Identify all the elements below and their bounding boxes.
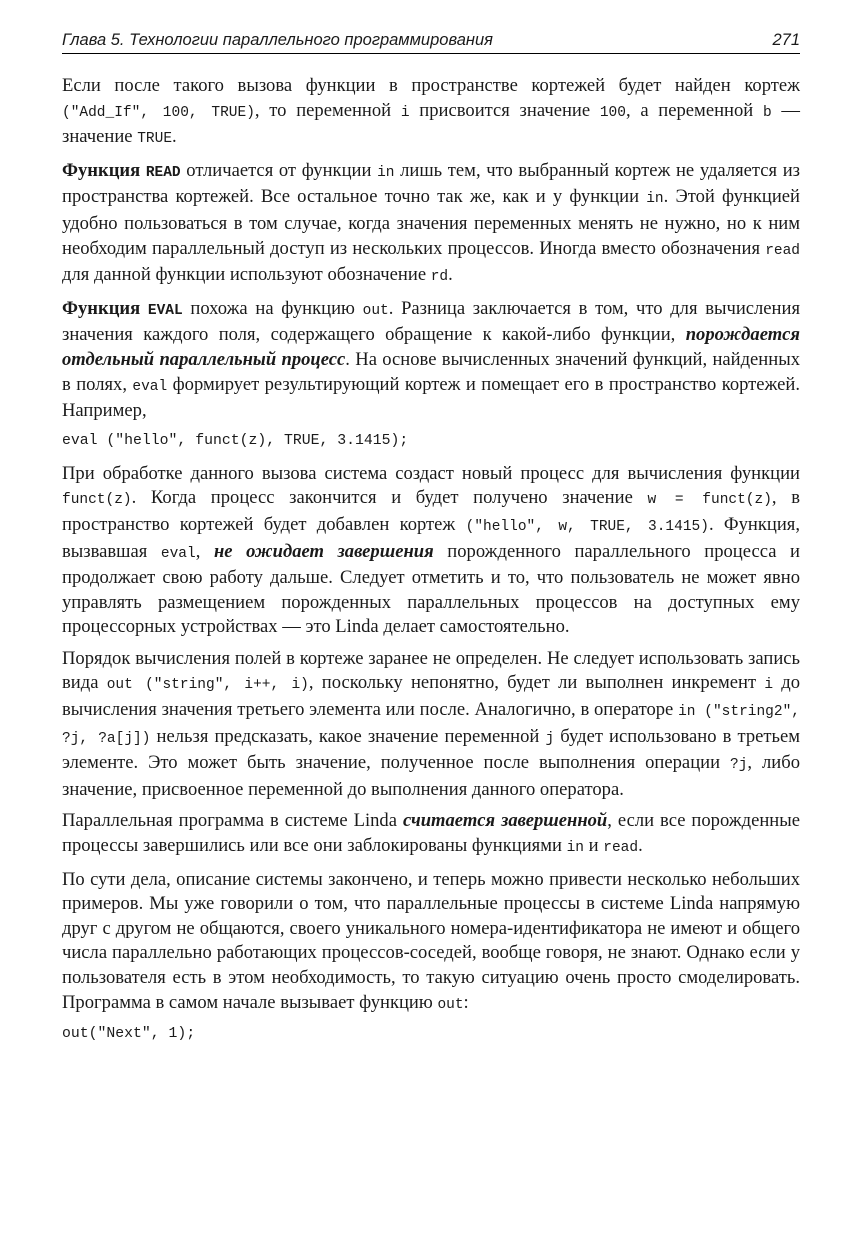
- text: Порядок вычисления полей в кортеже заранее не определен. Не следует использовать запись вида: [62, 647, 800, 694]
- inline-code: eval: [160, 545, 196, 562]
- paragraph-4: [62, 462, 800, 640]
- page: [62, 28, 800, 1055]
- running-header: [62, 28, 800, 54]
- inline-code: read: [765, 242, 800, 259]
- text: отличается от функции: [180, 159, 378, 181]
- inline-code: in: [566, 840, 584, 857]
- text: будет использовано в третьем элементе. Это может быть значение, полученное после выполнения операции: [62, 725, 801, 774]
- text: По сути дела, описание системы закончено, и теперь можно привести несколько небольших примеров. Мы уже говорили о том, что параллельные процессы в системе Linda напрямую друг с другом не общаются, своего уникального номера-идентификатора не имеют и общего числа параллельно работающих процессов-соседей, вообще говоря, не знают. Однако если у пользователя есть в этом необходимость, то такую ситуацию очень просто смоделировать. Программа в самом начале вызывает функцию: [62, 868, 800, 1013]
- inline-code: out: [362, 302, 389, 319]
- text: порожденного параллельного процесса и продолжает свою работу дальше. Следует отметить и то, что пользователь не может явно управлять размещением порожденных параллельных процессов на доступных ему процессорных устройствах — это Linda делает самостоятельно.: [62, 540, 800, 638]
- inline-code: ("hello", w, TRUE, 3.1415): [465, 518, 709, 535]
- emphasis: порождается отдельный параллельный процесс: [62, 324, 800, 370]
- function-name: READ: [145, 164, 181, 181]
- text: , поскольку непонятно, будет ли выполнен инкремент: [308, 672, 765, 694]
- text: .: [172, 126, 177, 148]
- text: нельзя предсказать, какое значение переменной: [150, 725, 546, 747]
- emphasis: считается завершенной: [402, 810, 608, 832]
- inline-code: i: [400, 104, 410, 121]
- inline-code: i: [764, 677, 774, 694]
- inline-code: ?j: [730, 757, 748, 774]
- inline-code: w = funct(z): [647, 492, 772, 509]
- bold-term: Функция: [62, 297, 148, 319]
- inline-code: read: [603, 840, 639, 857]
- text: .: [638, 835, 643, 857]
- paragraph-6: [62, 809, 800, 860]
- text: похожа на функцию: [182, 297, 363, 319]
- inline-code: in: [646, 191, 664, 208]
- text: присвоится значение: [409, 99, 600, 121]
- text: формирует результирующий кортеж и помещает его в пространство кортежей. Например,: [62, 373, 801, 422]
- text: Параллельная программа в системе Linda: [62, 810, 403, 832]
- inline-code: funct(z): [62, 492, 132, 509]
- text: .: [448, 264, 453, 286]
- text: , в пространство кортежей будет добавлен кортеж: [62, 487, 801, 535]
- paragraph-2: [62, 159, 800, 290]
- paragraph-1: [62, 74, 800, 152]
- paragraph-5: [62, 647, 800, 803]
- text: , а переменной: [625, 99, 763, 121]
- bold-term: Функция: [62, 159, 146, 181]
- page-number: 271: [772, 31, 800, 49]
- text: . Когда процесс закончится и будет получено значение: [131, 487, 648, 509]
- inline-code: ("Add_If", 100, TRUE): [62, 104, 255, 121]
- inline-code: TRUE: [137, 131, 173, 148]
- text: лишь тем, что выбранный кортеж не удаляется из пространства кортежей. Все остальное точно так же, как и у функции: [62, 159, 801, 208]
- text: При обработке данного вызова система создаст новый процесс для вычисления функции: [62, 462, 800, 484]
- text: :: [463, 991, 469, 1013]
- inline-code: in: [377, 164, 395, 181]
- text: ,: [195, 540, 214, 562]
- emphasis: не ожидает завершения: [213, 540, 434, 562]
- code-example-out: out("Next", 1);: [62, 1026, 196, 1043]
- text: для данной функции используют обозначение: [62, 264, 431, 286]
- text: и: [584, 835, 604, 857]
- inline-code: out ("string", i++, i): [106, 677, 309, 694]
- inline-code: rd: [430, 269, 449, 286]
- paragraph-3: [62, 297, 800, 424]
- inline-code: j: [545, 730, 555, 747]
- text: , то переменной: [254, 99, 401, 121]
- paragraph-7: [62, 868, 800, 1018]
- inline-code: out: [437, 996, 464, 1013]
- text: . На основе вычисленных значений функций, найденных в полях,: [62, 348, 800, 395]
- text: , либо значение, присвоенное переменной до выполнения данного оператора.: [62, 752, 800, 800]
- text: . Разница заключается в том, что для вычисления значения каждого поля, содержащего обращение к какой-либо функции,: [62, 297, 801, 346]
- text: Если после такого вызова функции в пространстве кортежей будет найден кортеж: [62, 75, 800, 96]
- inline-code: in ("string2", ?j, ?a[j]): [62, 704, 800, 747]
- code-example-eval: eval ("hello", funct(z), TRUE, 3.1415);: [62, 432, 409, 449]
- text: , если все порожденные процессы завершились или все они заблокированы функциями: [62, 810, 801, 857]
- text: . Этой функцией удобно пользоваться в том случае, когда значения переменных менять не нужно, но к ним необходим параллельный доступ из нескольких процессов. Иногда вместо обозначения: [62, 186, 800, 259]
- inline-code: 100: [599, 104, 626, 121]
- chapter-title: Глава 5. Технологии параллельного программирования: [62, 31, 493, 49]
- function-name: EVAL: [147, 302, 183, 319]
- inline-code: eval: [132, 378, 168, 395]
- text: . Функция, вызвавшая: [62, 513, 800, 562]
- text: до вычисления значения третьего элемента или после. Аналогично, в операторе: [62, 672, 801, 721]
- text: — значение: [62, 99, 800, 148]
- inline-code: b: [762, 104, 772, 121]
